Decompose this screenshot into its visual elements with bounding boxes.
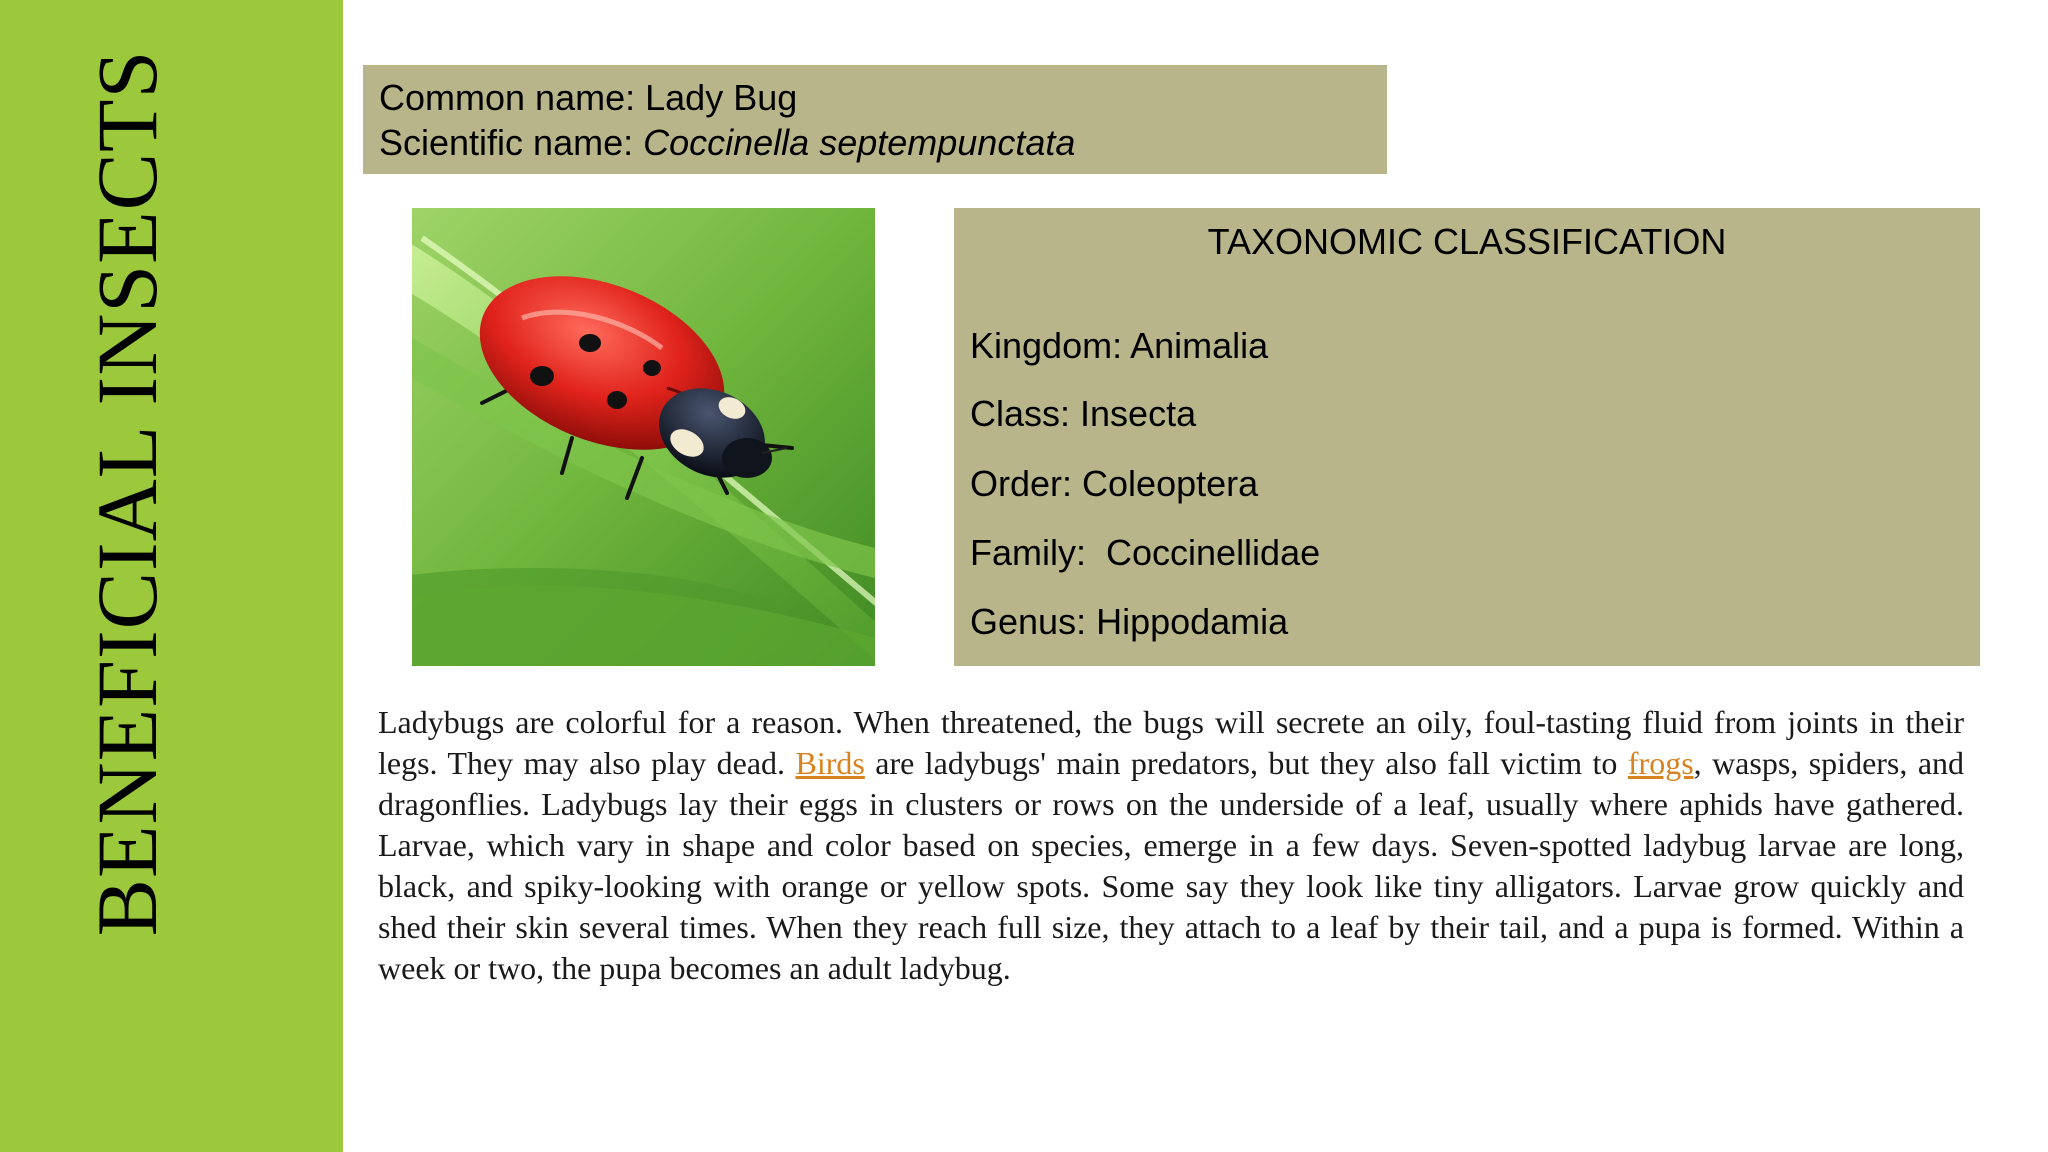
frogs-link[interactable]: frogs <box>1627 745 1694 781</box>
ladybug-photo <box>412 208 875 666</box>
scientific-name-line <box>379 120 1371 165</box>
description-text-3: , wasps, spiders, and dragonflies. Ladybugs lay their eggs in clusters or rows on the underside of a leaf, usually where aphids have gathered. Larvae, which vary in shape and color based on species, emerge in a few days. Seven-spotted ladybug larvae are long, black, and spiky-looking with orange or yellow spots. Some say they look like tiny alligators. Larvae grow quickly and shed their skin several times. When they reach full size, they attach to a leaf by their tail, and a pupa is formed. Within a week or two, the pupa becomes an adult ladybug. <box>378 745 1965 986</box>
scientific-name-label: Scientific name: <box>379 122 634 163</box>
common-name-value: Lady Bug <box>645 77 798 118</box>
side-band <box>0 0 343 1152</box>
taxonomy-box <box>954 208 1980 666</box>
taxonomy-genus: Genus: Hippodamia <box>970 601 1289 642</box>
description-text-1: Ladybugs are colorful for a reason. When threatened, the bugs will secrete an oily, foul-tasting fluid from joints in their legs. They may also play dead. <box>378 704 1964 781</box>
description-text-2: are ladybugs' main predators, but they also fall victim to <box>864 745 1628 781</box>
description-paragraph <box>378 702 1964 989</box>
common-name-line <box>379 75 1371 120</box>
side-title: BENEFICIAL INSECTS <box>79 49 175 937</box>
taxonomy-class: Class: Insecta <box>970 393 1197 434</box>
scientific-name-value: Coccinella septempunctata <box>643 122 1076 163</box>
common-name-label: Common name: <box>379 77 636 118</box>
birds-link[interactable]: Birds <box>795 745 865 781</box>
taxonomy-family: Family: Coccinellidae <box>970 532 1321 573</box>
taxonomy-kingdom: Kingdom: Animalia <box>970 325 1269 366</box>
ladybug-image <box>412 208 875 666</box>
name-box <box>363 65 1387 174</box>
taxonomy-heading: TAXONOMIC CLASSIFICATION <box>1207 221 1727 262</box>
taxonomy-order: Order: Coleoptera <box>970 463 1259 504</box>
